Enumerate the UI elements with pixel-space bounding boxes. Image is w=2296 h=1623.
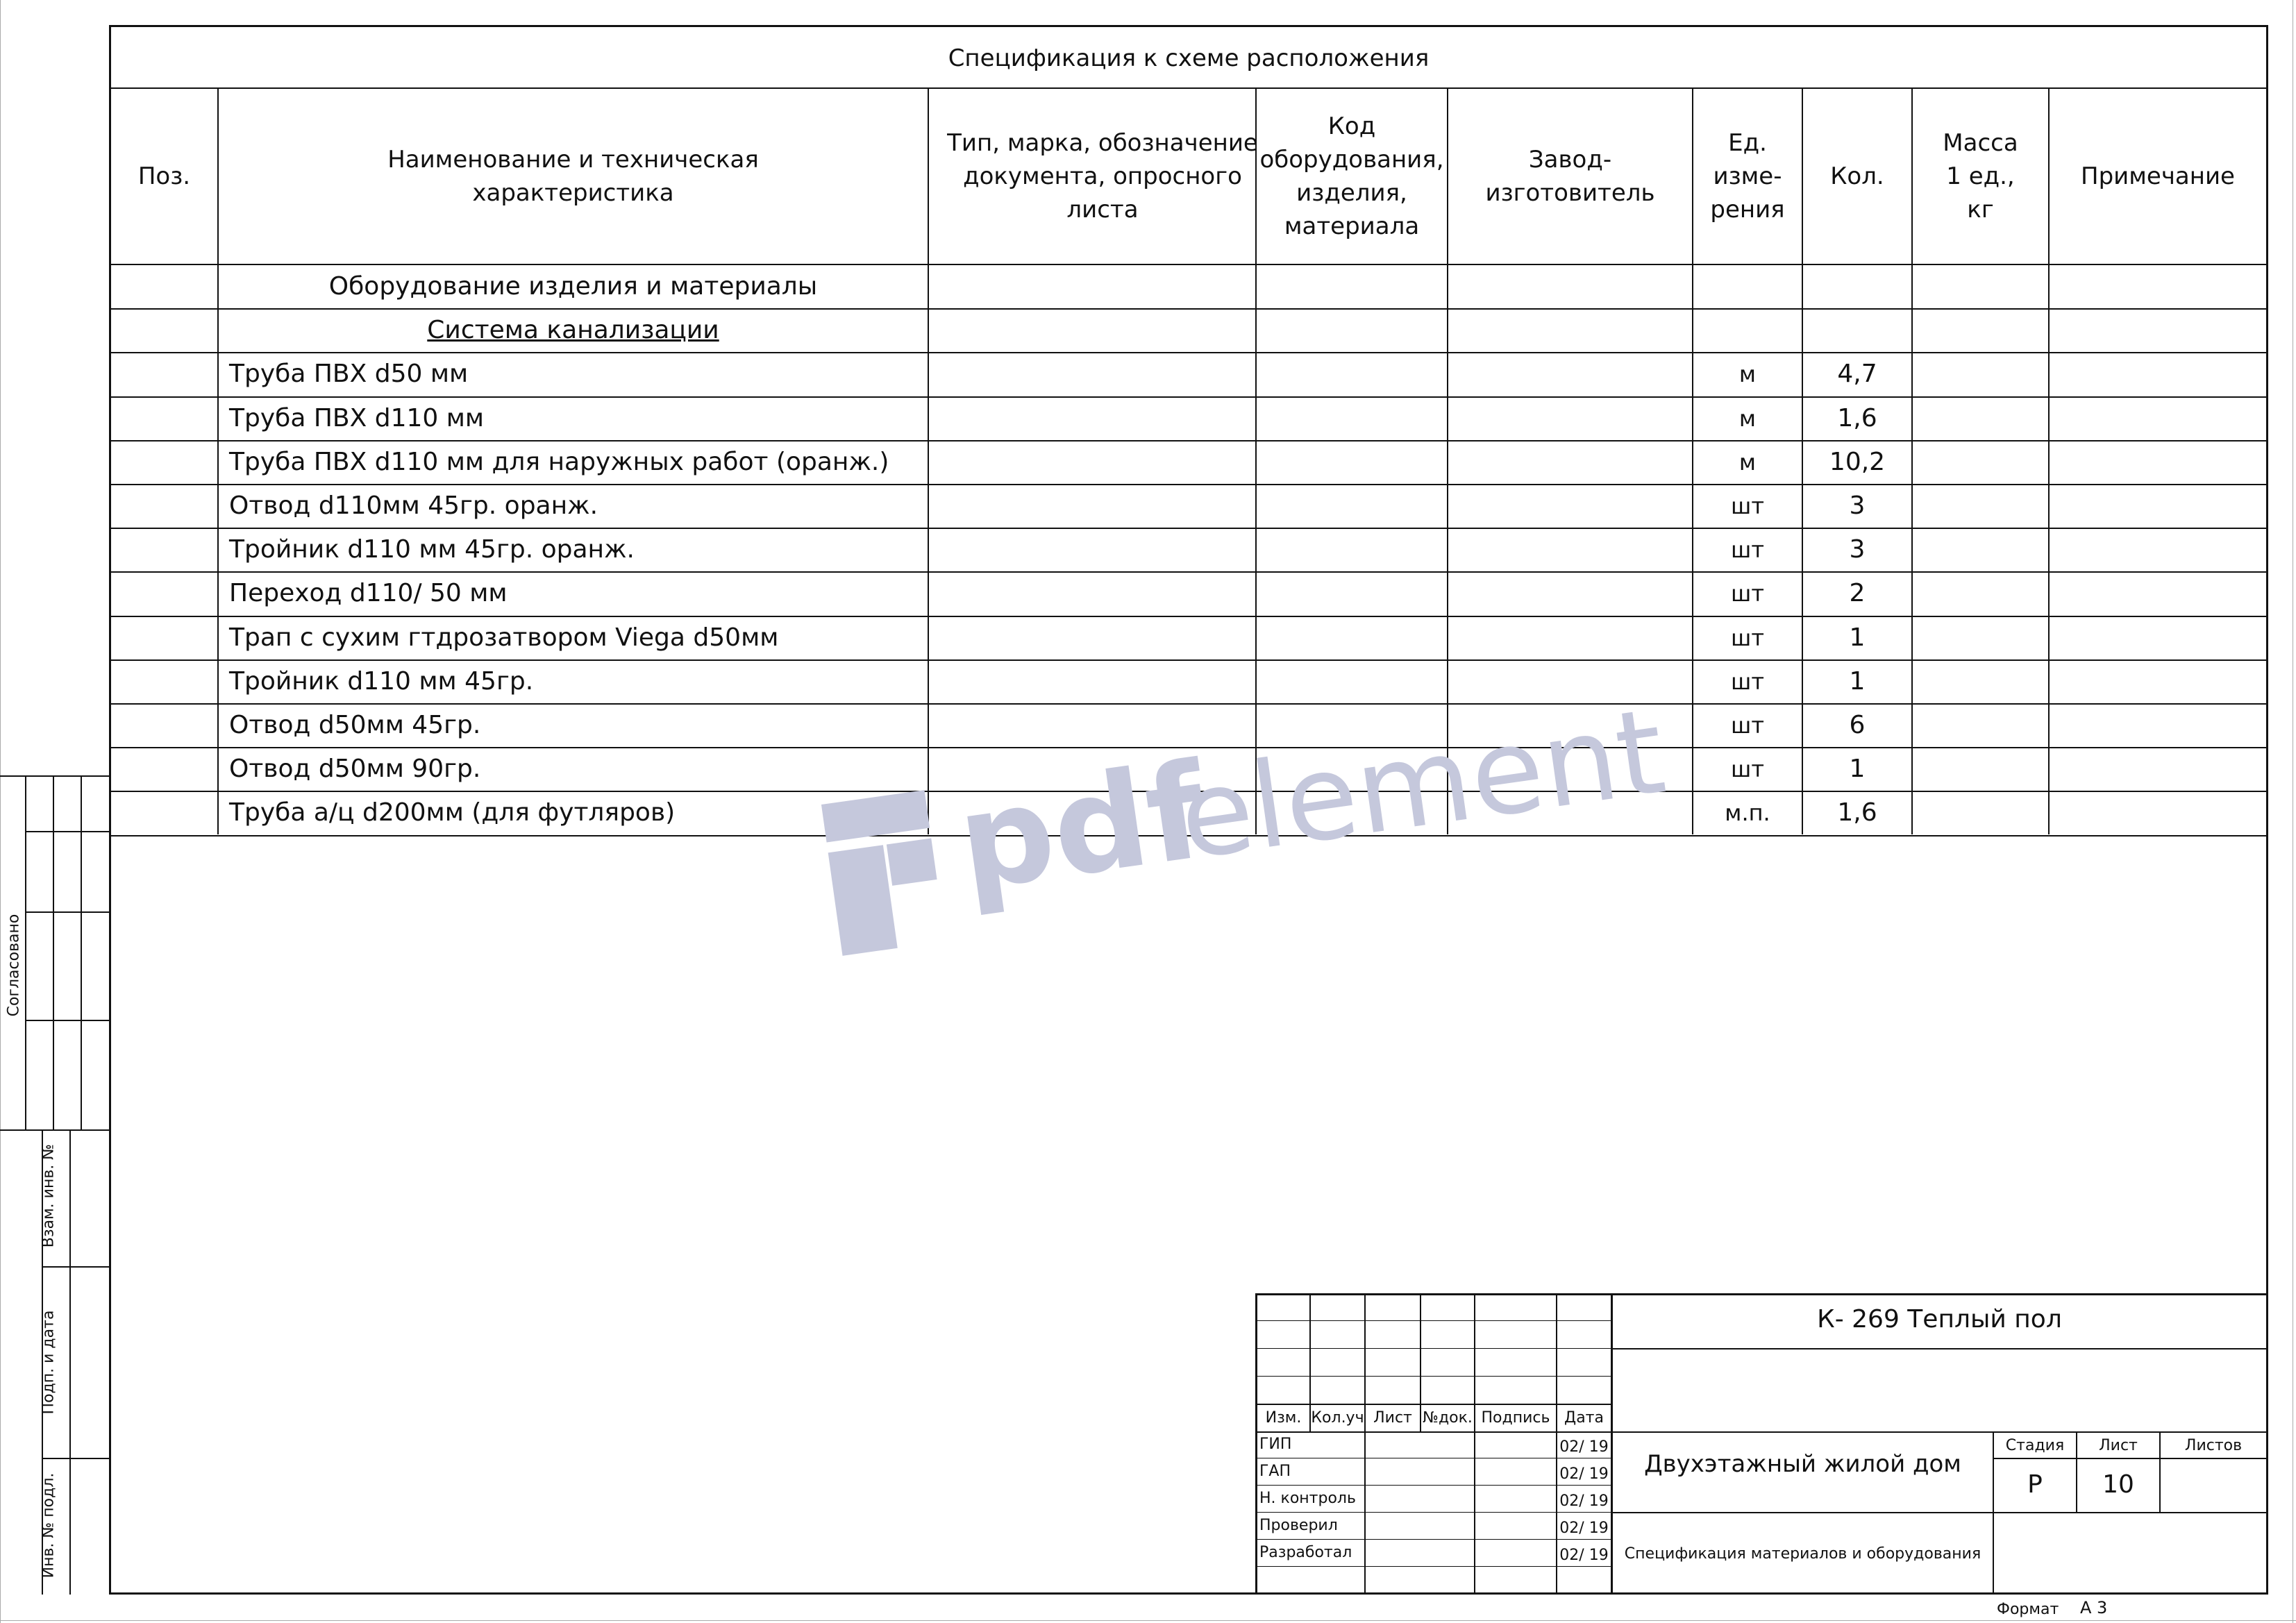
stamp-col-list: Лист — [1373, 1409, 1412, 1427]
row-name: Тройник d110 мм 45гр. оранж. — [229, 535, 635, 564]
stamp-role-proveril: Проверил — [1259, 1517, 1338, 1534]
stamp-sheet-value: 10 — [2102, 1470, 2134, 1499]
format-label: Формат — [1997, 1601, 2059, 1618]
row-qty: 6 — [1849, 711, 1866, 739]
stamp-date-gap: 02/ 19 — [1559, 1465, 1609, 1483]
stamp-role-nkontrol: Н. контроль — [1259, 1490, 1356, 1507]
header-name: Наименование и техническая характеристика — [387, 146, 759, 207]
row-unit: м — [1738, 405, 1757, 432]
spec-title: Спецификация к схеме расположения — [948, 44, 1430, 72]
stamp-role-gip: ГИП — [1259, 1436, 1292, 1453]
section-title: Оборудование изделия и материалы — [328, 272, 818, 301]
watermark-bold-text: pdf — [949, 734, 1215, 920]
stamp-role-razrabotal: Разработал — [1259, 1544, 1352, 1561]
row-name: Трап с сухим гтдрозатвором Viega d50мм — [229, 623, 779, 652]
row-unit: шт — [1731, 712, 1764, 739]
row-qty: 1 — [1849, 667, 1866, 696]
row-unit: шт — [1731, 536, 1764, 563]
stamp-date-razrabotal: 02/ 19 — [1559, 1547, 1609, 1564]
header-qty: Кол. — [1830, 162, 1884, 190]
stamp-date-proveril: 02/ 19 — [1559, 1520, 1609, 1537]
header-code: Код оборудования, изделия, материала — [1259, 112, 1444, 240]
stamp-sheets-label: Листов — [2184, 1437, 2243, 1454]
row-qty: 1,6 — [1837, 798, 1877, 827]
format-value: А 3 — [2080, 1598, 2108, 1617]
stamp-col-podpis: Подпись — [1481, 1409, 1550, 1427]
row-unit: шт — [1731, 492, 1764, 519]
row-qty: 3 — [1849, 535, 1866, 564]
row-qty: 4,7 — [1837, 360, 1877, 388]
stamp-col-ndok: №док. — [1423, 1409, 1473, 1427]
side-inv-swap-label: Взам. инв. № — [40, 1143, 58, 1248]
row-qty: 1,6 — [1837, 404, 1877, 432]
header-unit: Ед. изме-рения — [1710, 129, 1785, 224]
pdfelement-watermark — [819, 682, 1673, 930]
side-agreed-label: Согласовано — [5, 914, 23, 1017]
stamp-col-kolvo: Кол.уч — [1311, 1409, 1364, 1427]
stamp-project-name: Двухэтажный жилой дом — [1644, 1450, 1961, 1478]
row-name: Труба а/ц d200мм (для футляров) — [229, 798, 676, 827]
watermark-light-text: element — [1171, 682, 1673, 887]
row-unit: шт — [1731, 668, 1764, 695]
row-name: Отвод d50мм 45гр. — [229, 711, 481, 739]
row-qty: 2 — [1849, 579, 1866, 607]
header-pos: Поз. — [137, 162, 191, 190]
stamp-col-izm: Изм. — [1265, 1409, 1302, 1427]
header-type: Тип, марка, обозначение документа, опросного листа — [947, 129, 1258, 224]
side-sign-date-label: Подп. и дата — [40, 1310, 58, 1415]
stamp-date-gip: 02/ 19 — [1559, 1438, 1609, 1456]
row-unit: шт — [1731, 580, 1764, 607]
row-name: Отвод d110мм 45гр. оранж. — [229, 491, 598, 520]
row-qty: 1 — [1849, 755, 1866, 783]
stamp-role-gap: ГАП — [1259, 1463, 1291, 1480]
row-unit: м.п. — [1725, 799, 1770, 826]
row-unit: м — [1738, 360, 1757, 387]
side-inv-orig-label: Инв. № подл. — [40, 1472, 58, 1579]
row-qty: 1 — [1849, 623, 1866, 652]
row-qty: 10,2 — [1829, 448, 1886, 476]
row-qty: 3 — [1849, 491, 1866, 520]
stamp-stage-value: Р — [2027, 1470, 2043, 1499]
row-name: Отвод d50мм 90гр. — [229, 755, 481, 783]
stamp-date-nkontrol: 02/ 19 — [1559, 1492, 1609, 1510]
row-name: Переход d110/ 50 мм — [229, 579, 508, 607]
row-name: Труба ПВХ d110 мм — [229, 404, 485, 432]
stamp-sheet-label: Лист — [2099, 1437, 2138, 1454]
subsection-title: Система канализации — [427, 316, 719, 344]
stamp-code-title: К- 269 Теплый пол — [1817, 1305, 2062, 1334]
row-name: Труба ПВХ d50 мм — [229, 360, 469, 388]
row-unit: шт — [1731, 624, 1764, 651]
row-unit: шт — [1731, 755, 1764, 782]
stamp-sheet-title: Спецификация материалов и оборудования — [1624, 1545, 1981, 1563]
header-note: Примечание — [2081, 162, 2235, 190]
row-name: Труба ПВХ d110 мм для наружных работ (оранж.) — [229, 448, 889, 476]
header-mass: Масса 1 ед., кг — [1943, 129, 2018, 224]
row-name: Тройник d110 мм 45гр. — [229, 667, 534, 696]
stamp-col-data: Дата — [1564, 1409, 1604, 1427]
header-maker: Завод-изготовитель — [1485, 146, 1655, 207]
row-unit: м — [1738, 448, 1757, 476]
stamp-stage-label: Стадия — [2005, 1437, 2065, 1454]
